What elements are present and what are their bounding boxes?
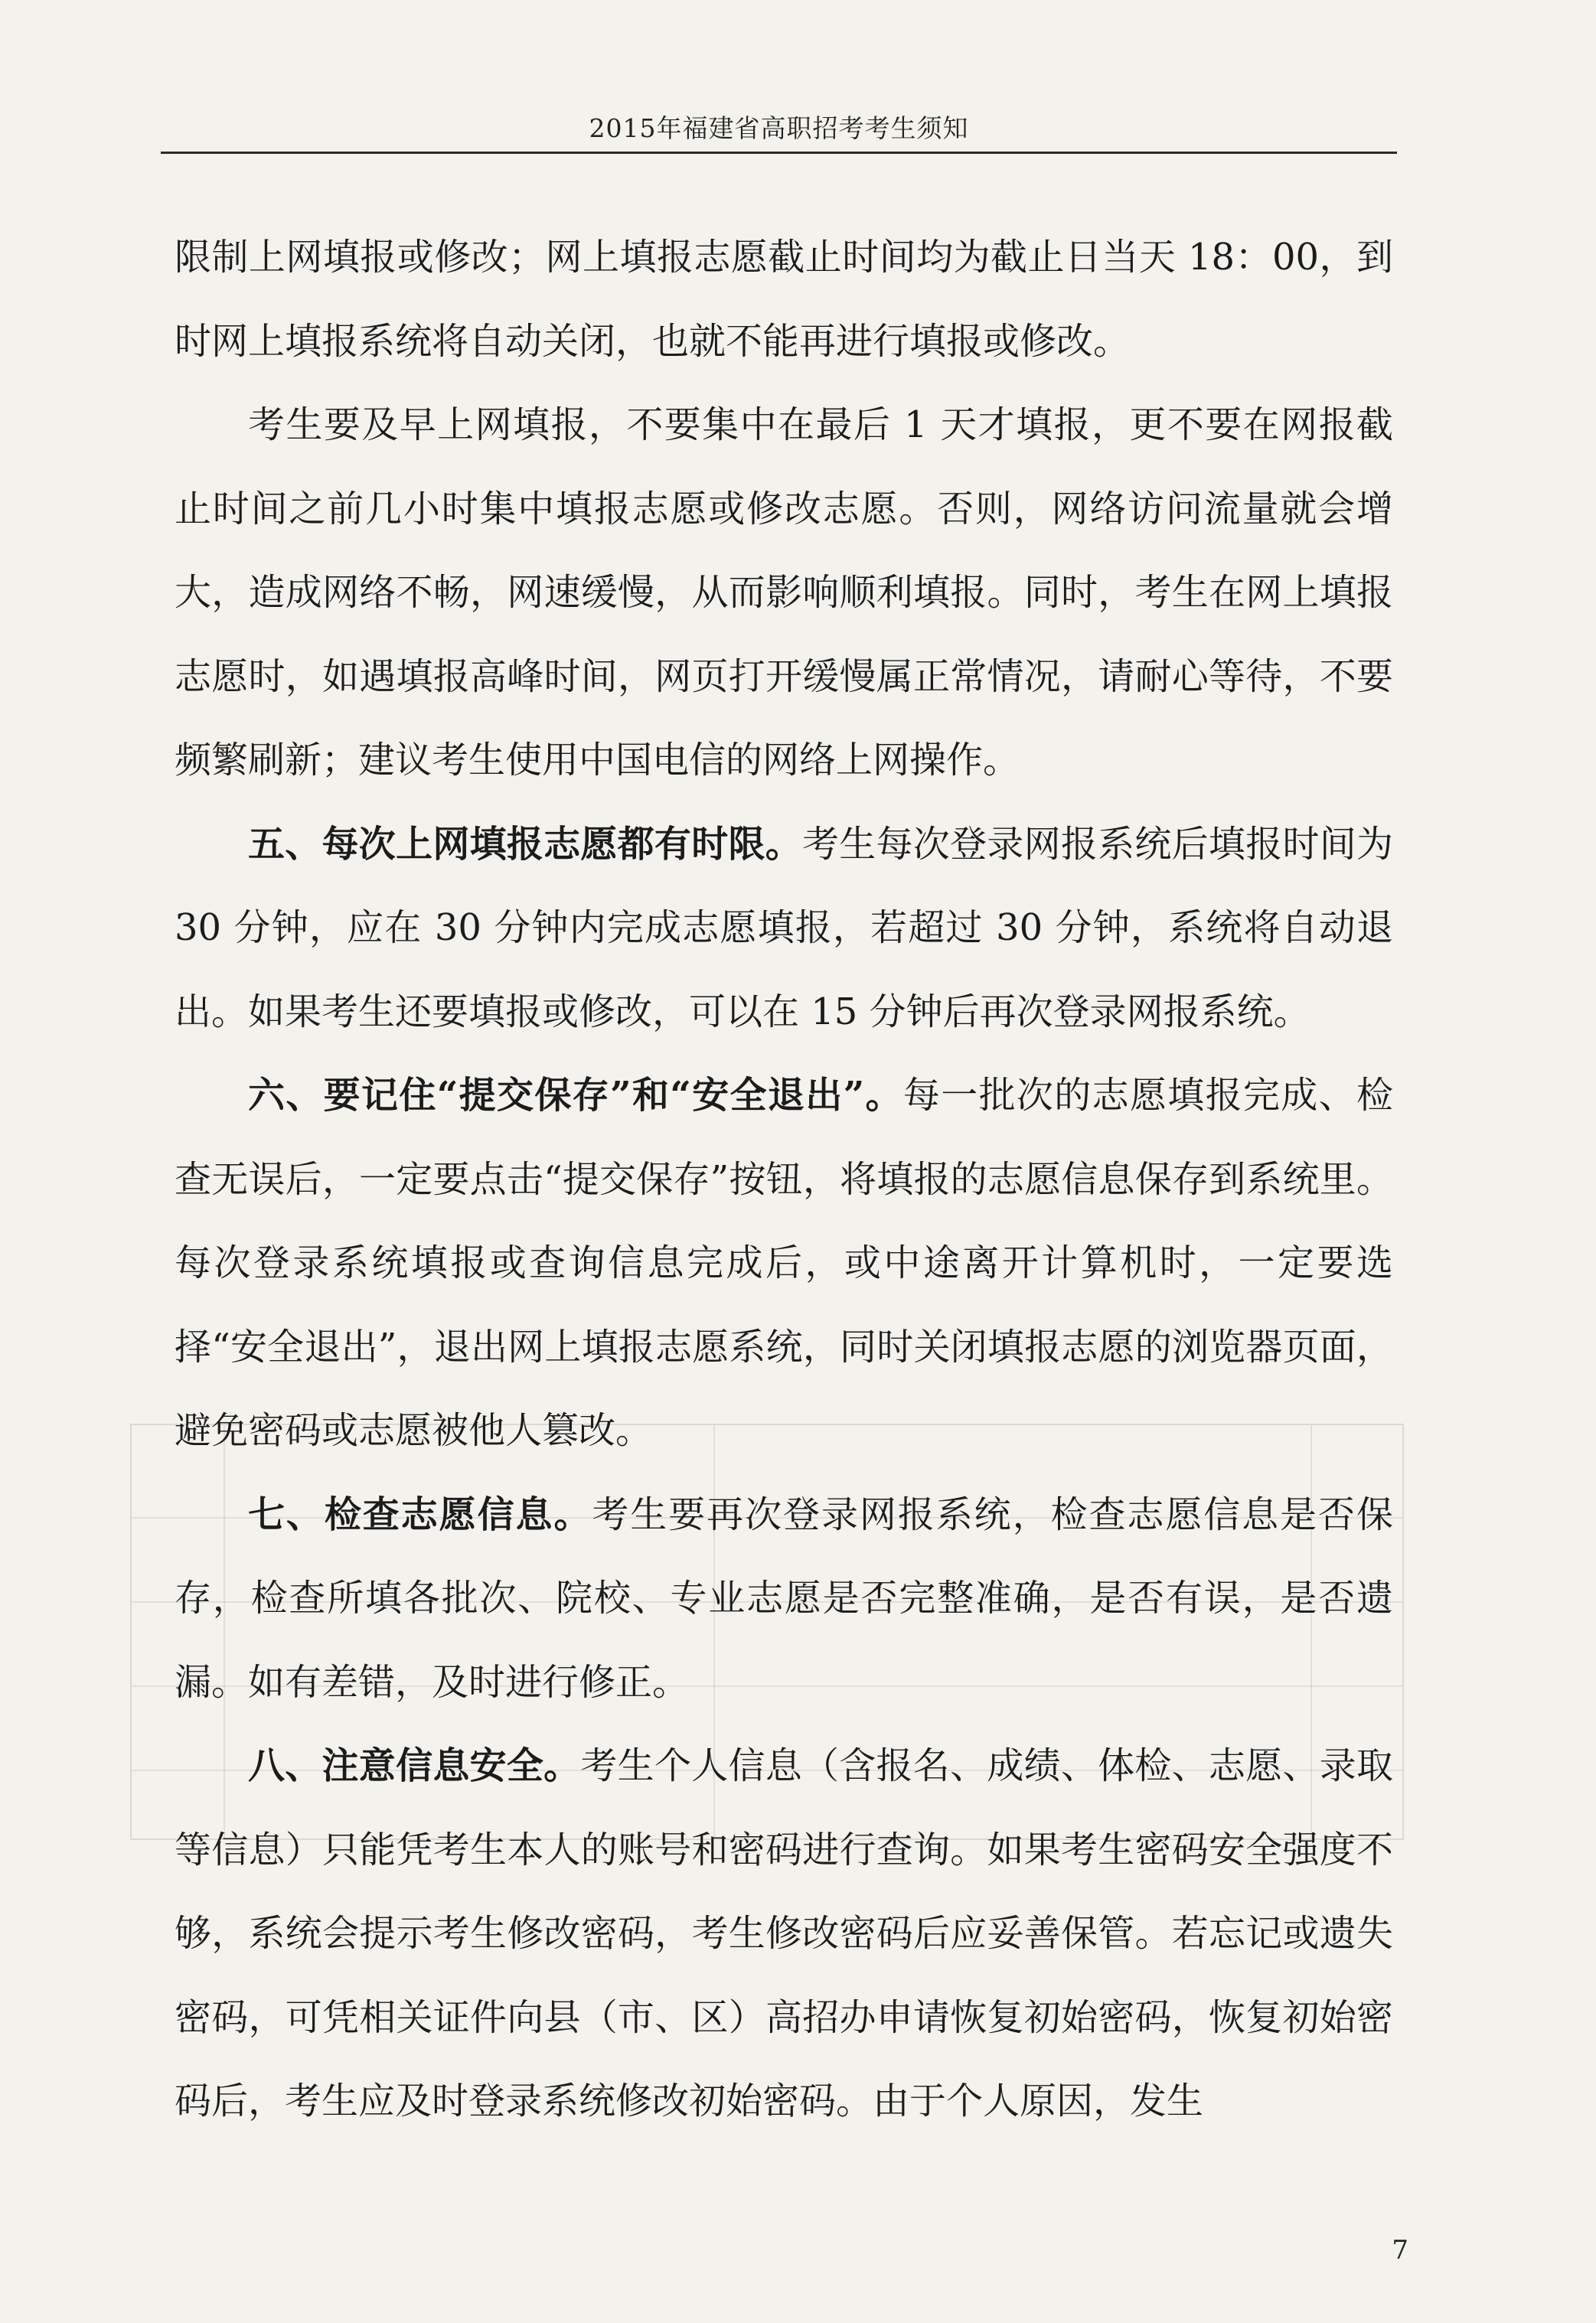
paragraph-text: 限制上网填报或修改；网上填报志愿截止时间均为截止日当天 18：00，到时网上填报系统将自动关闭，也就不能再进行填报或修改。 xyxy=(175,236,1393,363)
paragraph xyxy=(175,1473,1393,1725)
paragraph-text: 考生要及早上网填报，不要集中在最后 1 天才填报，更不要在网报截止时间之前几小时集中填报志愿或修改志愿。否则，网络访问流量就会增大，造成网络不畅，网速缓慢，从而影响顺利填报。同时，考生在网上填报志愿时，如遇填报高峰时间，网页打开缓慢属正常情况，请耐心等待，不要频繁刷新；建议考生使用中国电信的网络上网操作。 xyxy=(175,403,1393,781)
paragraph xyxy=(175,1054,1393,1473)
paragraph xyxy=(175,216,1393,383)
page-number: 7 xyxy=(1392,2235,1408,2266)
paragraph-heading: 六、要记住“提交保存”和“安全退出”。 xyxy=(248,1074,903,1117)
paragraph xyxy=(175,383,1393,803)
paragraph xyxy=(175,803,1393,1055)
running-header: 2015年福建省高职招考考生须知 xyxy=(589,113,969,143)
paragraph xyxy=(175,1724,1393,2144)
paragraph-heading: 七、检查志愿信息。 xyxy=(248,1493,592,1536)
header-rule xyxy=(161,152,1397,154)
paragraph-text: 考生每次登录网报系统后填报时间为 30 分钟，应在 30 分钟内完成志愿填报，若超过 30 分钟，系统将自动退出。如果考生还要填报或修改，可以在 15 分钟后再次登录网报系统。 xyxy=(175,822,1393,1033)
paragraph-heading: 八、注意信息安全。 xyxy=(248,1744,581,1787)
paragraph-text: 每一批次的志愿填报完成、检查无误后，一定要点击“提交保存”按钮，将填报的志愿信息保存到系统里。每次登录系统填报或查询信息完成后，或中途离开计算机时，一定要选择“安全退出”，退出网上填报志愿系统，同时关闭填报志愿的浏览器页面，避免密码或志愿被他人篡改。 xyxy=(175,1074,1393,1452)
paragraph-text: 考生要再次登录网报系统，检查志愿信息是否保存，检查所填各批次、院校、专业志愿是否完整准确，是否有误，是否遗漏。如有差错，及时进行修正。 xyxy=(175,1493,1393,1704)
body-text xyxy=(175,216,1393,2144)
paragraph-text: 考生个人信息（含报名、成绩、体检、志愿、录取等信息）只能凭考生本人的账号和密码进行查询。如果考生密码安全强度不够，系统会提示考生修改密码，考生修改密码后应妥善保管。若忘记或遗失密码，可凭相关证件向县（市、区）高招办申请恢复初始密码，恢复初始密码后，考生应及时登录系统修改初始密码。由于个人原因，发生 xyxy=(175,1744,1393,2122)
paragraph-heading: 五、每次上网填报志愿都有时限。 xyxy=(248,822,802,866)
